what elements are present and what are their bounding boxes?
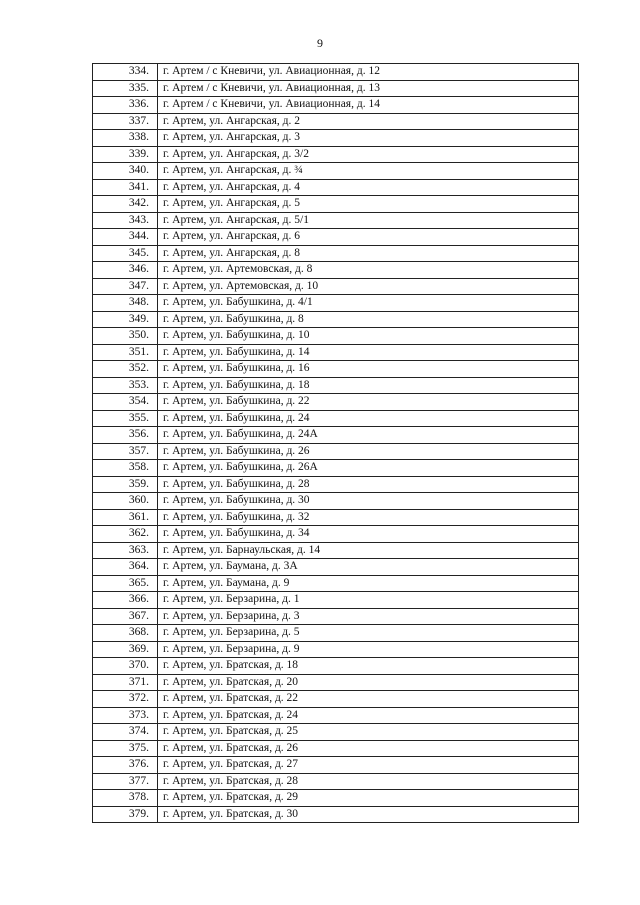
row-number: 345. xyxy=(93,245,158,262)
row-address: г. Артем, ул. Ангарская, д. 2 xyxy=(158,113,579,130)
row-number: 341. xyxy=(93,179,158,196)
row-number: 374. xyxy=(93,724,158,741)
table-row xyxy=(93,526,579,543)
row-address: г. Артем, ул. Бабушкина, д. 18 xyxy=(158,377,579,394)
row-address: г. Артем, ул. Братская, д. 24 xyxy=(158,707,579,724)
row-number: 342. xyxy=(93,196,158,213)
row-number: 346. xyxy=(93,262,158,279)
row-address: г. Артем, ул. Бабушкина, д. 28 xyxy=(158,476,579,493)
table-row xyxy=(93,724,579,741)
row-address: г. Артем, ул. Баумана, д. 3А xyxy=(158,559,579,576)
table-row xyxy=(93,212,579,229)
table-row xyxy=(93,394,579,411)
row-number: 350. xyxy=(93,328,158,345)
row-number: 343. xyxy=(93,212,158,229)
table-row xyxy=(93,410,579,427)
table-row xyxy=(93,97,579,114)
table-row xyxy=(93,377,579,394)
row-address: г. Артем, ул. Берзарина, д. 3 xyxy=(158,608,579,625)
table-row xyxy=(93,344,579,361)
row-address: г. Артем, ул. Ангарская, д. 3/2 xyxy=(158,146,579,163)
row-number: 361. xyxy=(93,509,158,526)
row-address: г. Артем, ул. Ангарская, д. 3 xyxy=(158,130,579,147)
table-row xyxy=(93,311,579,328)
table-row xyxy=(93,608,579,625)
row-number: 375. xyxy=(93,740,158,757)
row-number: 376. xyxy=(93,757,158,774)
row-address: г. Артем, ул. Братская, д. 18 xyxy=(158,658,579,675)
table-row xyxy=(93,740,579,757)
table-row xyxy=(93,773,579,790)
row-address: г. Артем, ул. Братская, д. 27 xyxy=(158,757,579,774)
row-number: 340. xyxy=(93,163,158,180)
table-row xyxy=(93,361,579,378)
row-number: 337. xyxy=(93,113,158,130)
table-row xyxy=(93,493,579,510)
table-row xyxy=(93,229,579,246)
table-row xyxy=(93,113,579,130)
row-address: г. Артем / с Кневичи, ул. Авиационная, д. 14 xyxy=(158,97,579,114)
row-address: г. Артем, ул. Бабушкина, д. 24А xyxy=(158,427,579,444)
row-address: г. Артем, ул. Берзарина, д. 1 xyxy=(158,592,579,609)
table-row xyxy=(93,625,579,642)
row-number: 357. xyxy=(93,443,158,460)
row-address: г. Артем, ул. Ангарская, д. 6 xyxy=(158,229,579,246)
table-row xyxy=(93,245,579,262)
row-address: г. Артем, ул. Берзарина, д. 5 xyxy=(158,625,579,642)
table-row xyxy=(93,278,579,295)
row-number: 339. xyxy=(93,146,158,163)
table-row xyxy=(93,443,579,460)
row-number: 353. xyxy=(93,377,158,394)
row-address: г. Артем / с Кневичи, ул. Авиационная, д. 12 xyxy=(158,64,579,81)
row-address: г. Артем, ул. Ангарская, д. ¾ xyxy=(158,163,579,180)
row-number: 360. xyxy=(93,493,158,510)
page-number: 9 xyxy=(317,36,323,50)
row-number: 336. xyxy=(93,97,158,114)
row-number: 359. xyxy=(93,476,158,493)
row-number: 338. xyxy=(93,130,158,147)
table-row xyxy=(93,427,579,444)
row-number: 358. xyxy=(93,460,158,477)
row-address: г. Артем, ул. Бабушкина, д. 4/1 xyxy=(158,295,579,312)
row-number: 373. xyxy=(93,707,158,724)
row-address: г. Артем, ул. Бабушкина, д. 32 xyxy=(158,509,579,526)
row-number: 379. xyxy=(93,806,158,823)
table-row xyxy=(93,64,579,81)
row-address: г. Артем, ул. Ангарская, д. 8 xyxy=(158,245,579,262)
row-number: 356. xyxy=(93,427,158,444)
table-row xyxy=(93,163,579,180)
row-number: 377. xyxy=(93,773,158,790)
row-address: г. Артем, ул. Бабушкина, д. 26 xyxy=(158,443,579,460)
row-address: г. Артем, ул. Братская, д. 30 xyxy=(158,806,579,823)
row-number: 348. xyxy=(93,295,158,312)
row-number: 344. xyxy=(93,229,158,246)
table-row xyxy=(93,130,579,147)
table-row xyxy=(93,691,579,708)
row-address: г. Артем, ул. Братская, д. 25 xyxy=(158,724,579,741)
table-row xyxy=(93,196,579,213)
table-row xyxy=(93,559,579,576)
row-number: 370. xyxy=(93,658,158,675)
row-number: 355. xyxy=(93,410,158,427)
table-row xyxy=(93,674,579,691)
row-address: г. Артем, ул. Братская, д. 20 xyxy=(158,674,579,691)
row-number: 372. xyxy=(93,691,158,708)
table-row xyxy=(93,757,579,774)
row-address: г. Артем, ул. Артемовская, д. 10 xyxy=(158,278,579,295)
table-row xyxy=(93,806,579,823)
row-address: г. Артем, ул. Бабушкина, д. 22 xyxy=(158,394,579,411)
row-address: г. Артем, ул. Ангарская, д. 5/1 xyxy=(158,212,579,229)
table-row xyxy=(93,146,579,163)
row-address: г. Артем, ул. Братская, д. 26 xyxy=(158,740,579,757)
address-table-body xyxy=(93,64,579,823)
table-row xyxy=(93,658,579,675)
row-address: г. Артем, ул. Бабушкина, д. 30 xyxy=(158,493,579,510)
table-row xyxy=(93,476,579,493)
row-address: г. Артем, ул. Братская, д. 22 xyxy=(158,691,579,708)
row-number: 363. xyxy=(93,542,158,559)
row-address: г. Артем, ул. Бабушкина, д. 26А xyxy=(158,460,579,477)
row-number: 364. xyxy=(93,559,158,576)
row-address: г. Артем, ул. Баумана, д. 9 xyxy=(158,575,579,592)
row-number: 334. xyxy=(93,64,158,81)
row-number: 347. xyxy=(93,278,158,295)
table-row xyxy=(93,262,579,279)
row-number: 371. xyxy=(93,674,158,691)
row-address: г. Артем, ул. Бабушкина, д. 8 xyxy=(158,311,579,328)
row-address: г. Артем, ул. Братская, д. 29 xyxy=(158,790,579,807)
row-address: г. Артем, ул. Артемовская, д. 8 xyxy=(158,262,579,279)
row-address: г. Артем, ул. Ангарская, д. 4 xyxy=(158,179,579,196)
address-table xyxy=(92,63,579,823)
row-number: 378. xyxy=(93,790,158,807)
row-number: 349. xyxy=(93,311,158,328)
row-number: 368. xyxy=(93,625,158,642)
table-row xyxy=(93,328,579,345)
table-row xyxy=(93,179,579,196)
row-number: 335. xyxy=(93,80,158,97)
row-number: 352. xyxy=(93,361,158,378)
row-number: 366. xyxy=(93,592,158,609)
row-number: 351. xyxy=(93,344,158,361)
row-number: 369. xyxy=(93,641,158,658)
table-row xyxy=(93,460,579,477)
table-row xyxy=(93,592,579,609)
row-address: г. Артем, ул. Бабушкина, д. 24 xyxy=(158,410,579,427)
row-address: г. Артем, ул. Ангарская, д. 5 xyxy=(158,196,579,213)
row-address: г. Артем, ул. Бабушкина, д. 34 xyxy=(158,526,579,543)
row-number: 367. xyxy=(93,608,158,625)
row-address: г. Артем / с Кневичи, ул. Авиационная, д. 13 xyxy=(158,80,579,97)
row-address: г. Артем, ул. Барнаульская, д. 14 xyxy=(158,542,579,559)
table-row xyxy=(93,80,579,97)
row-address: г. Артем, ул. Бабушкина, д. 10 xyxy=(158,328,579,345)
row-number: 362. xyxy=(93,526,158,543)
row-address: г. Артем, ул. Братская, д. 28 xyxy=(158,773,579,790)
table-row xyxy=(93,641,579,658)
table-row xyxy=(93,509,579,526)
row-address: г. Артем, ул. Берзарина, д. 9 xyxy=(158,641,579,658)
table-row xyxy=(93,707,579,724)
table-row xyxy=(93,575,579,592)
row-address: г. Артем, ул. Бабушкина, д. 16 xyxy=(158,361,579,378)
row-number: 365. xyxy=(93,575,158,592)
table-row xyxy=(93,295,579,312)
table-row xyxy=(93,790,579,807)
row-number: 354. xyxy=(93,394,158,411)
row-address: г. Артем, ул. Бабушкина, д. 14 xyxy=(158,344,579,361)
table-row xyxy=(93,542,579,559)
